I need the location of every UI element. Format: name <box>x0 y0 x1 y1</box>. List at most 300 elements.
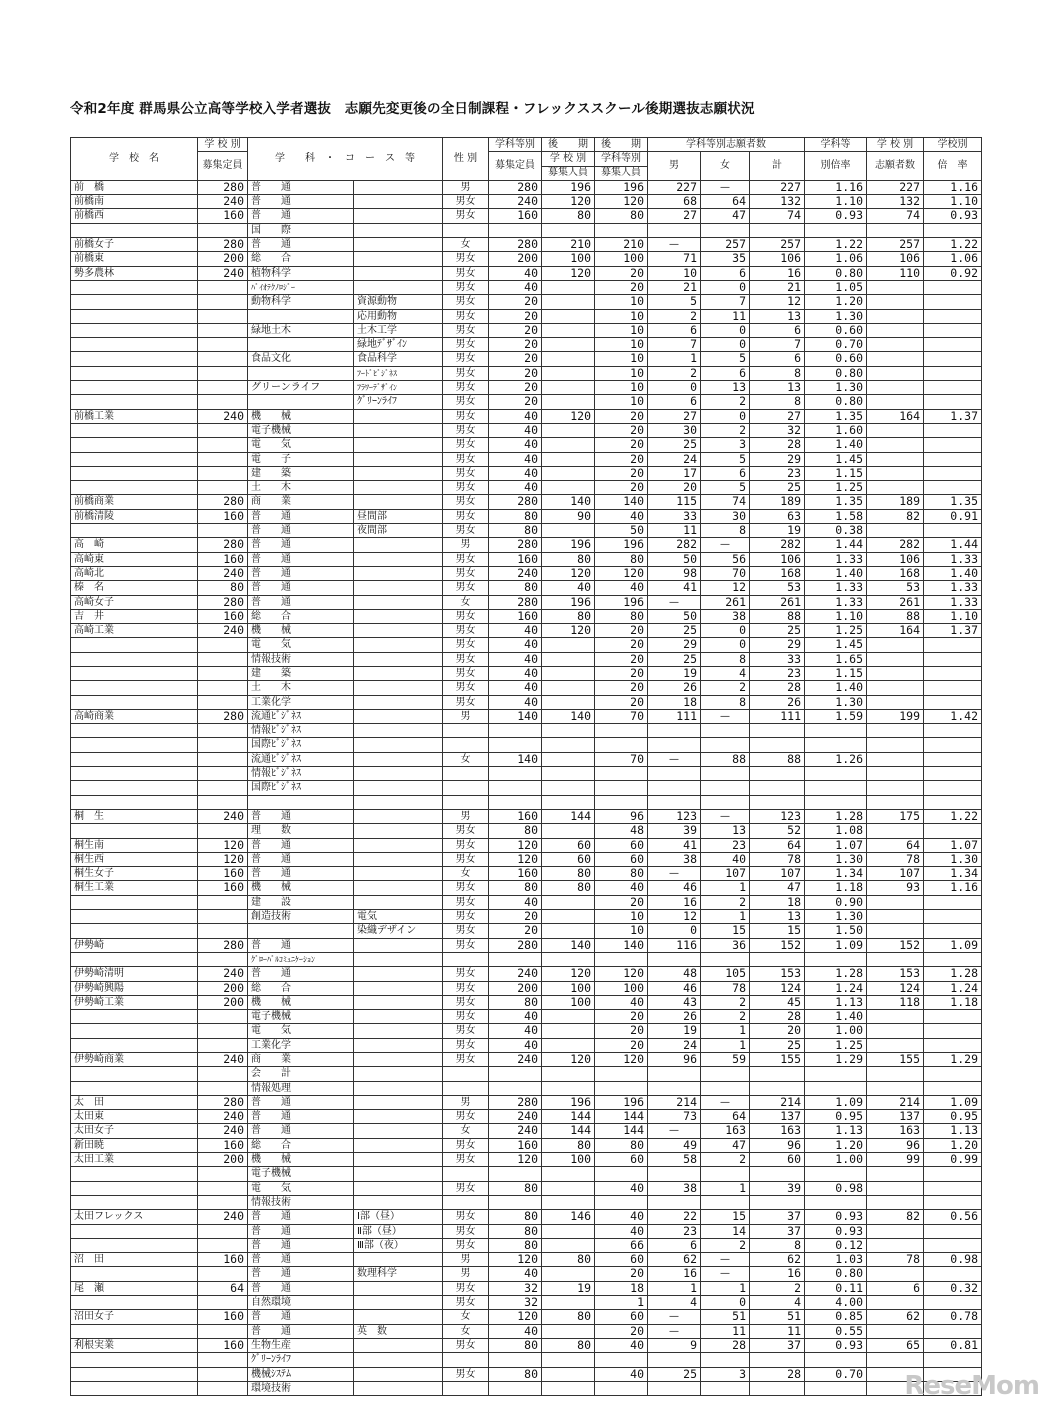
table-row <box>71 752 982 766</box>
cell-sub-course: 食品科学 <box>354 352 443 366</box>
cell-course: 電 気 <box>248 438 354 452</box>
cell-gender: 男 <box>443 809 489 823</box>
cell-dept-ratio: 1.25 <box>805 481 867 495</box>
cell-school-applicants <box>867 466 924 480</box>
table-row <box>71 1195 982 1209</box>
cell-late-dept-quota: 40 <box>595 1338 648 1352</box>
cell-late-dept-quota: 20 <box>595 666 648 680</box>
header-course: 学 科 ・ コ ー ス 等 <box>248 138 443 181</box>
cell-school-applicants <box>867 1167 924 1181</box>
cell-late-dept-quota: 120 <box>595 967 648 981</box>
cell-course: 創造技術 <box>248 910 354 924</box>
cell-gender: 男女 <box>443 495 489 509</box>
cell-late-school-quota <box>542 338 595 352</box>
cell-female-applicants <box>701 795 750 809</box>
cell-sub-course <box>354 409 443 423</box>
cell-school-capacity <box>198 338 248 352</box>
cell-school-applicants <box>867 323 924 337</box>
cell-late-dept-quota: 48 <box>595 824 648 838</box>
table-row <box>71 180 982 194</box>
cell-gender: 男女 <box>443 338 489 352</box>
cell-gender: 男女 <box>443 981 489 995</box>
cell-school-name <box>71 481 198 495</box>
cell-school-ratio <box>924 638 982 652</box>
cell-male-applicants: 20 <box>648 481 701 495</box>
cell-course: ｸﾞﾘｰﾝﾗｲﾌ <box>248 1353 354 1367</box>
cell-school-capacity <box>198 423 248 437</box>
cell-school-name <box>71 466 198 480</box>
cell-total-applicants: 23 <box>750 666 805 680</box>
cell-school-name <box>71 366 198 380</box>
cell-course: 普 通 <box>248 967 354 981</box>
cell-course: 総 合 <box>248 609 354 623</box>
cell-dept-capacity: 240 <box>489 1053 542 1067</box>
cell-female-applicants <box>701 724 750 738</box>
cell-dept-capacity: 240 <box>489 195 542 209</box>
cell-school-applicants <box>867 423 924 437</box>
cell-gender: 男女 <box>443 266 489 280</box>
cell-school-name: 高崎東 <box>71 552 198 566</box>
cell-school-capacity <box>198 1181 248 1195</box>
cell-male-applicants: 7 <box>648 338 701 352</box>
cell-late-school-quota: 120 <box>542 409 595 423</box>
cell-female-applicants: 0 <box>701 638 750 652</box>
cell-sub-course <box>354 481 443 495</box>
cell-late-dept-quota: 20 <box>595 409 648 423</box>
cell-school-capacity <box>198 1267 248 1281</box>
cell-sub-course <box>354 1253 443 1267</box>
cell-male-applicants: 227 <box>648 180 701 194</box>
cell-dept-capacity: 40 <box>489 1324 542 1338</box>
header-school-applicants-top: 学 校 別 <box>867 138 924 152</box>
cell-dept-ratio: 1.60 <box>805 423 867 437</box>
cell-female-applicants: — <box>701 1267 750 1281</box>
cell-sub-course <box>354 1124 443 1138</box>
cell-school-capacity: 280 <box>198 538 248 552</box>
cell-gender: 男女 <box>443 910 489 924</box>
cell-late-school-quota <box>542 1324 595 1338</box>
cell-total-applicants: 11 <box>750 1324 805 1338</box>
cell-course: 普 通 <box>248 809 354 823</box>
cell-dept-capacity: 240 <box>489 1124 542 1138</box>
cell-male-applicants: 111 <box>648 709 701 723</box>
cell-school-capacity: 160 <box>198 209 248 223</box>
cell-school-capacity <box>198 638 248 652</box>
cell-gender: 男女 <box>443 1024 489 1038</box>
cell-female-applicants: 8 <box>701 695 750 709</box>
cell-gender: 男女 <box>443 652 489 666</box>
cell-total-applicants: 137 <box>750 1110 805 1124</box>
cell-school-applicants <box>867 1353 924 1367</box>
cell-total-applicants <box>750 223 805 237</box>
cell-dept-ratio <box>805 781 867 795</box>
cell-dept-capacity: 280 <box>489 595 542 609</box>
cell-male-applicants: 6 <box>648 1238 701 1252</box>
cell-school-ratio <box>924 910 982 924</box>
table-row <box>71 295 982 309</box>
cell-school-name <box>71 395 198 409</box>
cell-dept-capacity: 20 <box>489 309 542 323</box>
cell-sub-course <box>354 1296 443 1310</box>
cell-female-applicants: 4 <box>701 666 750 680</box>
cell-sub-course: ﾌｰﾄﾞﾋﾞｼﾞﾈｽ <box>354 366 443 380</box>
cell-dept-ratio: 0.93 <box>805 1224 867 1238</box>
cell-dept-ratio <box>805 738 867 752</box>
cell-gender <box>443 724 489 738</box>
cell-dept-capacity <box>489 1195 542 1209</box>
cell-late-dept-quota: 196 <box>595 538 648 552</box>
cell-school-applicants: 82 <box>867 1210 924 1224</box>
cell-male-applicants: — <box>648 867 701 881</box>
cell-school-applicants <box>867 781 924 795</box>
cell-dept-ratio <box>805 952 867 966</box>
cell-male-applicants <box>648 1067 701 1081</box>
cell-total-applicants: 23 <box>750 466 805 480</box>
cell-school-ratio: 1.16 <box>924 881 982 895</box>
cell-gender: 男女 <box>443 452 489 466</box>
cell-total-applicants: 6 <box>750 352 805 366</box>
cell-total-applicants: 28 <box>750 681 805 695</box>
cell-sub-course <box>354 952 443 966</box>
cell-total-applicants: 96 <box>750 1138 805 1152</box>
cell-male-applicants <box>648 1195 701 1209</box>
cell-dept-capacity <box>489 952 542 966</box>
cell-dept-capacity: 80 <box>489 824 542 838</box>
table-row <box>71 695 982 709</box>
cell-course: 普 通 <box>248 595 354 609</box>
cell-school-capacity: 240 <box>198 1053 248 1067</box>
cell-gender: 男女 <box>443 967 489 981</box>
cell-school-applicants <box>867 1324 924 1338</box>
cell-dept-ratio: 1.26 <box>805 752 867 766</box>
cell-male-applicants: 58 <box>648 1153 701 1167</box>
cell-total-applicants: 51 <box>750 1310 805 1324</box>
cell-dept-ratio: 1.35 <box>805 409 867 423</box>
cell-sub-course <box>354 695 443 709</box>
document-title: 令和2年度 群馬県公立高等学校入学者選抜 志願先変更後の全日制課程・フレックススクール後期選抜志願状況 <box>70 101 755 117</box>
table-row <box>71 852 982 866</box>
cell-course: 普 通 <box>248 1224 354 1238</box>
cell-female-applicants: 3 <box>701 1367 750 1381</box>
cell-male-applicants: 1 <box>648 352 701 366</box>
cell-school-applicants <box>867 381 924 395</box>
cell-school-applicants: 6 <box>867 1281 924 1295</box>
cell-total-applicants: 28 <box>750 1367 805 1381</box>
cell-total-applicants <box>750 1353 805 1367</box>
cell-sub-course <box>354 652 443 666</box>
cell-school-applicants: 227 <box>867 180 924 194</box>
table-row <box>71 252 982 266</box>
cell-school-capacity <box>198 924 248 938</box>
cell-dept-capacity: 20 <box>489 395 542 409</box>
cell-male-applicants: — <box>648 1324 701 1338</box>
cell-school-applicants: 118 <box>867 995 924 1009</box>
cell-male-applicants: 9 <box>648 1338 701 1352</box>
table-row <box>71 466 982 480</box>
cell-course: 商 業 <box>248 495 354 509</box>
cell-sub-course <box>354 552 443 566</box>
cell-late-dept-quota: 50 <box>595 524 648 538</box>
cell-dept-capacity <box>489 738 542 752</box>
cell-late-school-quota: 80 <box>542 1138 595 1152</box>
cell-male-applicants <box>648 767 701 781</box>
cell-male-applicants: 12 <box>648 910 701 924</box>
cell-late-dept-quota: 60 <box>595 1153 648 1167</box>
cell-school-ratio: 0.92 <box>924 266 982 280</box>
cell-total-applicants: 74 <box>750 209 805 223</box>
cell-total-applicants: 18 <box>750 895 805 909</box>
cell-school-ratio: 0.95 <box>924 1110 982 1124</box>
cell-female-applicants: 47 <box>701 209 750 223</box>
table-row <box>71 666 982 680</box>
table-row <box>71 438 982 452</box>
table-row <box>71 781 982 795</box>
cell-late-dept-quota: 20 <box>595 280 648 294</box>
cell-late-school-quota <box>542 524 595 538</box>
cell-dept-ratio: 1.09 <box>805 938 867 952</box>
cell-school-capacity <box>198 910 248 924</box>
table-row <box>71 1067 982 1081</box>
cell-dept-ratio: 1.40 <box>805 566 867 580</box>
cell-female-applicants: 261 <box>701 595 750 609</box>
cell-school-name <box>71 681 198 695</box>
cell-course: 植物科学 <box>248 266 354 280</box>
cell-course: 電子機械 <box>248 1167 354 1181</box>
cell-course: 工業化学 <box>248 1038 354 1052</box>
cell-late-school-quota <box>542 738 595 752</box>
cell-school-ratio: 1.10 <box>924 609 982 623</box>
cell-dept-ratio: 1.07 <box>805 838 867 852</box>
cell-school-name <box>71 767 198 781</box>
cell-school-ratio <box>924 352 982 366</box>
cell-school-name: 高崎商業 <box>71 709 198 723</box>
cell-late-school-quota <box>542 423 595 437</box>
cell-female-applicants: 28 <box>701 1338 750 1352</box>
cell-sub-course <box>354 666 443 680</box>
cell-female-applicants: 12 <box>701 581 750 595</box>
cell-sub-course: 数理科学 <box>354 1267 443 1281</box>
cell-school-applicants: 163 <box>867 1124 924 1138</box>
cell-course: 情報処理 <box>248 1081 354 1095</box>
cell-female-applicants: 6 <box>701 266 750 280</box>
cell-school-name: 利根実業 <box>71 1338 198 1352</box>
cell-late-dept-quota: 100 <box>595 981 648 995</box>
cell-school-ratio <box>924 481 982 495</box>
cell-late-dept-quota: 20 <box>595 266 648 280</box>
cell-dept-ratio: 0.95 <box>805 1110 867 1124</box>
cell-school-capacity <box>198 1081 248 1095</box>
cell-gender: 男女 <box>443 280 489 294</box>
cell-late-school-quota <box>542 695 595 709</box>
cell-late-dept-quota: 10 <box>595 395 648 409</box>
table-row <box>71 1238 982 1252</box>
cell-school-capacity <box>198 752 248 766</box>
cell-total-applicants: 25 <box>750 1038 805 1052</box>
cell-school-applicants <box>867 1195 924 1209</box>
cell-gender: 男女 <box>443 524 489 538</box>
cell-school-applicants <box>867 1010 924 1024</box>
cell-dept-ratio: 4.00 <box>805 1296 867 1310</box>
cell-female-applicants: 3 <box>701 438 750 452</box>
cell-school-capacity <box>198 466 248 480</box>
cell-school-ratio: 1.18 <box>924 995 982 1009</box>
cell-school-applicants <box>867 366 924 380</box>
cell-school-capacity <box>198 1324 248 1338</box>
cell-school-applicants: 82 <box>867 509 924 523</box>
cell-late-school-quota: 100 <box>542 1153 595 1167</box>
cell-male-applicants: 38 <box>648 852 701 866</box>
cell-sub-course <box>354 809 443 823</box>
cell-dept-ratio: 1.35 <box>805 495 867 509</box>
cell-late-dept-quota: 80 <box>595 209 648 223</box>
cell-dept-ratio: 0.70 <box>805 338 867 352</box>
table-row <box>71 995 982 1009</box>
cell-total-applicants <box>750 1381 805 1395</box>
cell-late-school-quota <box>542 438 595 452</box>
cell-gender: 男女 <box>443 624 489 638</box>
cell-school-name: 高崎女子 <box>71 595 198 609</box>
cell-school-name <box>71 652 198 666</box>
cell-school-name <box>71 452 198 466</box>
cell-dept-capacity <box>489 1067 542 1081</box>
cell-school-applicants: 189 <box>867 495 924 509</box>
cell-sub-course: Ⅱ部（昼） <box>354 1224 443 1238</box>
cell-school-name <box>71 1024 198 1038</box>
table-row <box>71 1010 982 1024</box>
cell-school-applicants <box>867 395 924 409</box>
cell-dept-capacity: 32 <box>489 1296 542 1310</box>
cell-late-school-quota: 100 <box>542 252 595 266</box>
cell-school-capacity <box>198 524 248 538</box>
cell-dept-ratio: 1.29 <box>805 1053 867 1067</box>
cell-male-applicants: 6 <box>648 323 701 337</box>
cell-school-applicants: 257 <box>867 238 924 252</box>
cell-dept-capacity: 80 <box>489 1224 542 1238</box>
cell-dept-ratio: 1.10 <box>805 195 867 209</box>
cell-female-applicants: — <box>701 809 750 823</box>
cell-school-name <box>71 1167 198 1181</box>
cell-school-ratio <box>924 1267 982 1281</box>
cell-course: 機 械 <box>248 1153 354 1167</box>
cell-course: 電 気 <box>248 1181 354 1195</box>
cell-school-applicants: 93 <box>867 881 924 895</box>
table-row <box>71 809 982 823</box>
cell-late-school-quota <box>542 952 595 966</box>
cell-school-name: 前橋女子 <box>71 238 198 252</box>
table-row <box>71 881 982 895</box>
cell-late-dept-quota: 20 <box>595 624 648 638</box>
cell-late-school-quota <box>542 381 595 395</box>
cell-late-school-quota <box>542 924 595 938</box>
cell-total-applicants: 106 <box>750 252 805 266</box>
cell-dept-ratio: 1.06 <box>805 252 867 266</box>
cell-school-ratio <box>924 1081 982 1095</box>
cell-late-dept-quota: 60 <box>595 838 648 852</box>
cell-male-applicants <box>648 223 701 237</box>
cell-late-school-quota: 120 <box>542 1053 595 1067</box>
cell-school-applicants <box>867 481 924 495</box>
cell-dept-ratio: 1.00 <box>805 1024 867 1038</box>
cell-dept-capacity: 40 <box>489 1010 542 1024</box>
cell-course: 普 通 <box>248 1210 354 1224</box>
cell-female-applicants: 23 <box>701 838 750 852</box>
cell-dept-capacity: 40 <box>489 652 542 666</box>
cell-school-ratio <box>924 724 982 738</box>
cell-late-school-quota: 100 <box>542 981 595 995</box>
cell-late-school-quota <box>542 1067 595 1081</box>
cell-late-school-quota <box>542 724 595 738</box>
cell-female-applicants: 88 <box>701 752 750 766</box>
cell-late-dept-quota <box>595 1167 648 1181</box>
cell-school-capacity: 120 <box>198 852 248 866</box>
cell-course: 国際ﾋﾞｼﾞﾈｽ <box>248 738 354 752</box>
cell-dept-capacity <box>489 1381 542 1395</box>
cell-school-applicants <box>867 452 924 466</box>
cell-dept-ratio: 0.60 <box>805 352 867 366</box>
cell-course: 機械ｼｽﾃﾑ <box>248 1367 354 1381</box>
cell-sub-course: ｸﾞﾘｰﾝﾗｲﾌ <box>354 395 443 409</box>
cell-school-name <box>71 280 198 294</box>
cell-gender: 男女 <box>443 309 489 323</box>
cell-school-name: 太田工業 <box>71 1153 198 1167</box>
cell-dept-ratio: 1.28 <box>805 809 867 823</box>
cell-sub-course <box>354 452 443 466</box>
cell-course: 土 木 <box>248 481 354 495</box>
cell-dept-ratio: 0.93 <box>805 209 867 223</box>
cell-female-applicants: 35 <box>701 252 750 266</box>
cell-dept-ratio: 1.00 <box>805 1153 867 1167</box>
cell-male-applicants: 46 <box>648 881 701 895</box>
table-row <box>71 381 982 395</box>
cell-female-applicants: 5 <box>701 352 750 366</box>
cell-dept-ratio: 1.30 <box>805 695 867 709</box>
cell-school-applicants: 153 <box>867 967 924 981</box>
cell-dept-ratio: 0.80 <box>805 1267 867 1281</box>
cell-school-name <box>71 910 198 924</box>
cell-total-applicants: 163 <box>750 1124 805 1138</box>
cell-late-school-quota <box>542 223 595 237</box>
cell-school-capacity: 200 <box>198 995 248 1009</box>
header-late-dept-bottom: 募集人員 <box>595 166 648 180</box>
cell-late-school-quota <box>542 652 595 666</box>
cell-school-ratio <box>924 695 982 709</box>
cell-gender: 男 <box>443 1253 489 1267</box>
cell-late-school-quota <box>542 1195 595 1209</box>
cell-school-ratio: 0.78 <box>924 1310 982 1324</box>
cell-late-dept-quota <box>595 1067 648 1081</box>
cell-school-capacity: 200 <box>198 252 248 266</box>
cell-female-applicants: 2 <box>701 395 750 409</box>
table-row <box>71 638 982 652</box>
cell-school-capacity: 280 <box>198 495 248 509</box>
cell-gender: 男女 <box>443 295 489 309</box>
cell-gender: 男女 <box>443 995 489 1009</box>
cell-school-capacity: 240 <box>198 409 248 423</box>
cell-school-ratio: 1.33 <box>924 581 982 595</box>
cell-school-name <box>71 1010 198 1024</box>
cell-late-school-quota <box>542 1267 595 1281</box>
cell-dept-ratio <box>805 1195 867 1209</box>
cell-dept-capacity: 20 <box>489 910 542 924</box>
cell-course <box>248 366 354 380</box>
cell-gender <box>443 1067 489 1081</box>
cell-dept-capacity: 280 <box>489 1095 542 1109</box>
cell-sub-course <box>354 938 443 952</box>
cell-course: 総 合 <box>248 252 354 266</box>
table-row <box>71 1338 982 1352</box>
cell-gender: 男 <box>443 538 489 552</box>
cell-late-school-quota <box>542 1167 595 1181</box>
